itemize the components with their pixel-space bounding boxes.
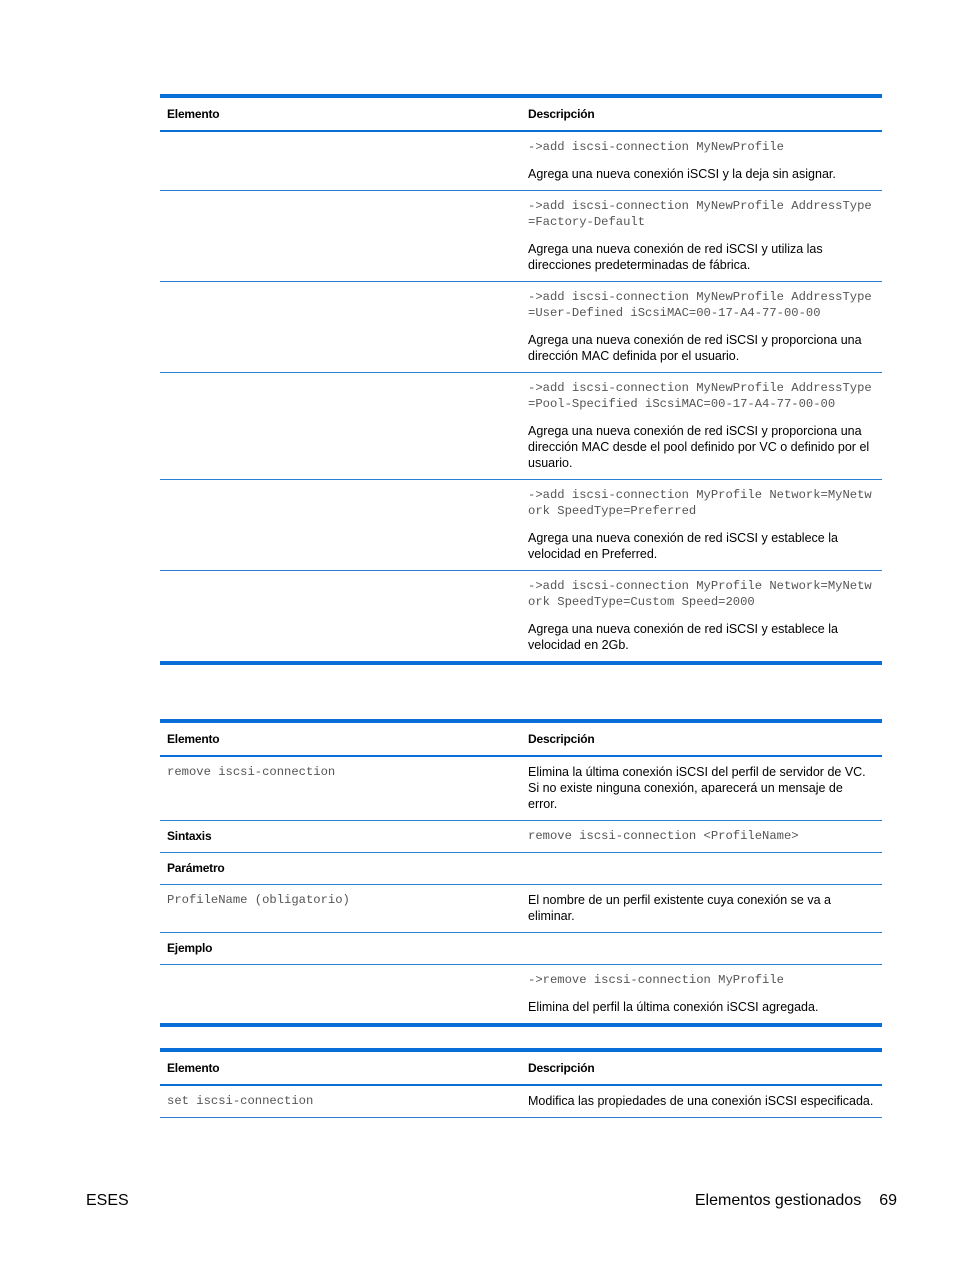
empty-cell [521,933,882,965]
table-header-row [160,1050,882,1085]
element-cell [160,480,521,571]
table-row [160,885,882,933]
table-row [160,821,882,853]
table-row [160,191,882,282]
example-description: Elimina del perfil la última conexión iSCSI agregada. [528,1000,819,1014]
example-command: ->add iscsi-connection MyNewProfile AddressType=Factory-Default [528,199,872,229]
element-cell [160,131,521,191]
description-cell [521,373,882,480]
set-iscsi-connection-table [160,1048,882,1118]
description-cell [521,191,882,282]
example-command: ->add iscsi-connection MyProfile Network=MyNetwork SpeedType=Custom Speed=2000 [528,579,872,609]
header-elemento: Elemento [160,1050,521,1085]
command-cell [160,756,521,821]
command-cell [160,1085,521,1118]
element-cell [160,965,521,1026]
element-cell [160,282,521,373]
example-command: ->add iscsi-connection MyNewProfile [528,140,784,154]
parameter-name: ProfileName (obligatorio) [167,893,350,907]
description-cell [521,571,882,664]
example-description: Agrega una nueva conexión iSCSI y la deja sin asignar. [528,167,836,181]
footer-section-title: Elementos gestionados [694,1192,862,1209]
header-elemento: Elemento [160,96,521,131]
table-row [160,373,882,480]
example-command: ->add iscsi-connection MyProfile Network=MyNetwork SpeedType=Preferred [528,488,872,518]
command-name: set iscsi-connection [167,1094,314,1108]
syntax-cell [521,821,882,853]
syntax-value: remove iscsi-connection <ProfileName> [528,829,799,843]
description-cell [521,131,882,191]
element-cell [160,373,521,480]
element-cell [160,571,521,664]
table-header-row [160,96,882,131]
parameter-label: Parámetro [160,853,521,885]
footer-right [695,1191,897,1211]
page-number: 69 [879,1192,897,1209]
parameter-description: El nombre de un perfil existente cuya conexión se va a eliminar. [521,885,882,933]
table-row [160,853,882,885]
example-description: Agrega una nueva conexión de red iSCSI y utiliza las direcciones predeterminadas de fábrica. [528,242,823,272]
table-row [160,480,882,571]
description-cell [521,480,882,571]
remove-iscsi-connection-table [160,719,882,1027]
command-name: remove iscsi-connection [167,765,336,779]
command-description: Elimina la última conexión iSCSI del perfil de servidor de VC. Si no existe ninguna conexión, aparecerá un mensaje de error. [521,756,882,821]
syntax-label: Sintaxis [160,821,521,853]
footer-locale: ESES [86,1192,129,1209]
description-cell [521,965,882,1026]
parameter-name-cell [160,885,521,933]
description-cell [521,282,882,373]
table-row [160,571,882,664]
example-command: ->remove iscsi-connection MyProfile [528,973,784,987]
example-description: Agrega una nueva conexión de red iSCSI y establece la velocidad en 2Gb. [528,622,838,652]
command-description: Modifica las propiedades de una conexión iSCSI especificada. [521,1085,882,1118]
table-row [160,756,882,821]
example-command: ->add iscsi-connection MyNewProfile AddressType=Pool-Specified iScsiMAC=00-17-A4-77-00-00 [528,381,872,411]
table-row [160,282,882,373]
example-label: Ejemplo [160,933,521,965]
add-iscsi-examples-table [160,94,882,665]
element-cell [160,191,521,282]
table-row [160,131,882,191]
table-row [160,933,882,965]
example-description: Agrega una nueva conexión de red iSCSI y establece la velocidad en Preferred. [528,531,838,561]
header-descripcion: Descripción [521,96,882,131]
header-descripcion: Descripción [521,721,882,756]
table-header-row [160,721,882,756]
table-row [160,965,882,1026]
header-descripcion: Descripción [521,1050,882,1085]
table-row [160,1085,882,1118]
header-elemento: Elemento [160,721,521,756]
example-description: Agrega una nueva conexión de red iSCSI y proporciona una dirección MAC definida por el usuario. [528,333,862,363]
empty-cell [521,853,882,885]
example-description: Agrega una nueva conexión de red iSCSI y proporciona una dirección MAC desde el pool definido por VC o definido por el usuario. [528,424,870,470]
example-command: ->add iscsi-connection MyNewProfile AddressType=User-Defined iScsiMAC=00-17-A4-77-00-00 [528,290,872,320]
